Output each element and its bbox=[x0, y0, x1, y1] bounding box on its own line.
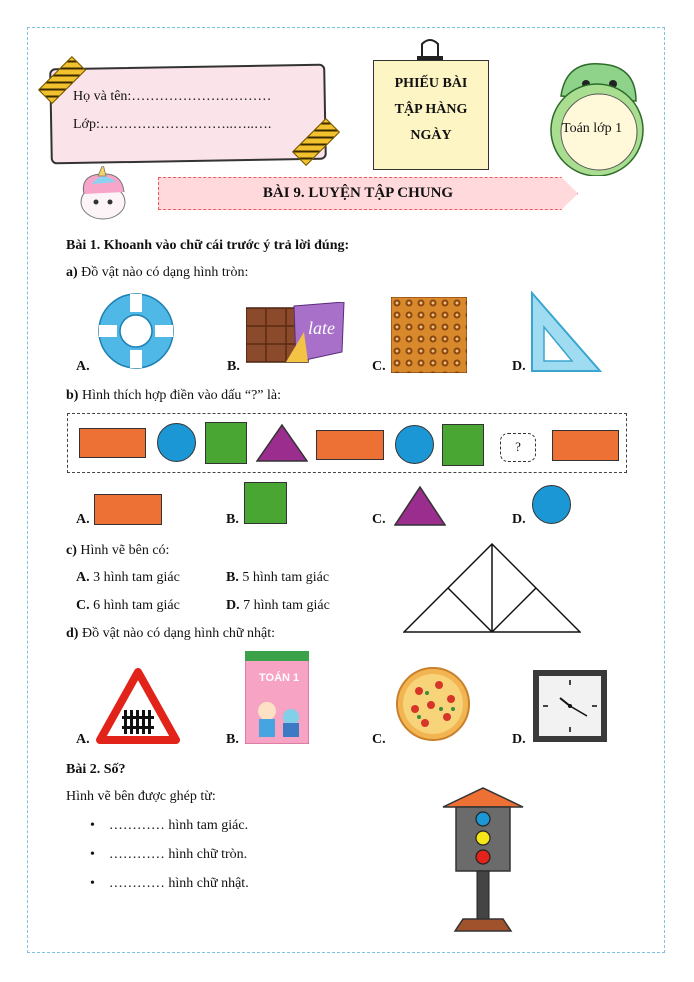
count-item[interactable] bbox=[90, 847, 247, 863]
daily-worksheet-note bbox=[373, 60, 489, 170]
question-d-text: Đồ vật nào có dạng hình chữ nhật: bbox=[81, 626, 275, 641]
option-b-label[interactable]: B. bbox=[226, 512, 239, 527]
option-b-label[interactable]: B. bbox=[226, 732, 239, 747]
option-c[interactable] bbox=[76, 598, 180, 614]
option-a-text: 3 hình tam giác bbox=[93, 570, 180, 585]
lesson-title: BÀI 9. LUYỆN TẬP CHUNG bbox=[262, 185, 454, 201]
student-class-field[interactable]: Lớp:………………………..…..…. bbox=[73, 117, 272, 132]
traffic-light-figure bbox=[441, 787, 525, 933]
option-b-letter: B. bbox=[226, 570, 239, 585]
railway-warning-sign-image[interactable] bbox=[96, 668, 180, 744]
question-c-label: c) bbox=[66, 543, 77, 558]
option-d-letter: D. bbox=[226, 598, 240, 613]
question-a bbox=[66, 265, 248, 281]
option-c-label[interactable]: C. bbox=[372, 512, 386, 527]
bullet-icon: • bbox=[90, 847, 95, 862]
count-item[interactable] bbox=[90, 876, 249, 892]
math-textbook-image[interactable] bbox=[245, 651, 309, 744]
sequence-triangle bbox=[256, 424, 308, 462]
swim-ring-image[interactable] bbox=[97, 292, 175, 370]
question-b-label: b) bbox=[66, 388, 79, 403]
option-d-label[interactable]: D. bbox=[512, 359, 526, 374]
sequence-square bbox=[205, 422, 247, 464]
triangle-count-figure bbox=[403, 542, 581, 634]
set-square-ruler-image[interactable] bbox=[530, 291, 602, 373]
patterned-tile-image[interactable] bbox=[391, 297, 467, 373]
sequence-rectangle bbox=[79, 428, 146, 458]
option-c-letter: C. bbox=[76, 598, 90, 613]
count-item-text: ………… hình chữ tròn. bbox=[108, 847, 248, 862]
bullet-icon: • bbox=[90, 818, 95, 833]
sequence-circle bbox=[395, 425, 434, 464]
exercise-1-title: Bài 1. Khoanh vào chữ cái trước ý trả lời đúng: bbox=[66, 238, 350, 253]
option-c-label[interactable]: C. bbox=[372, 359, 386, 374]
question-b bbox=[66, 388, 281, 404]
option-a-label[interactable]: A. bbox=[76, 732, 90, 747]
question-b-text: Hình thích hợp điền vào dấu “?” là: bbox=[81, 388, 282, 403]
option-d-label[interactable]: D. bbox=[512, 512, 526, 527]
student-name-field[interactable]: Họ và tên:………………………… bbox=[73, 89, 272, 104]
question-d bbox=[66, 626, 275, 642]
missing-shape-placeholder: ? bbox=[500, 433, 536, 462]
unicorn-icon bbox=[72, 166, 134, 222]
count-item[interactable] bbox=[90, 818, 248, 834]
count-item-text: ………… hình tam giác. bbox=[108, 818, 249, 833]
option-c-label[interactable]: C. bbox=[372, 732, 386, 747]
chocolate-wrapper-text: late bbox=[308, 318, 335, 338]
option-a-label[interactable]: A. bbox=[76, 359, 90, 374]
answer-square-shape[interactable] bbox=[244, 482, 287, 524]
textbook-title: TOÁN 1 bbox=[259, 672, 300, 684]
exercise-2-intro: Hình vẽ bên được ghép từ: bbox=[66, 789, 216, 804]
option-d-text: 7 hình tam giác bbox=[243, 598, 330, 613]
sequence-square bbox=[442, 424, 484, 466]
question-c bbox=[66, 543, 169, 559]
note-line: TẬP HÀNG bbox=[394, 102, 468, 117]
answer-circle-shape[interactable] bbox=[532, 485, 571, 524]
chocolate-bar-image[interactable] bbox=[246, 302, 346, 364]
question-c-text: Hình vẽ bên có: bbox=[80, 543, 170, 558]
count-item-text: ………… hình chữ nhật. bbox=[108, 876, 249, 891]
option-b-text: 5 hình tam giác bbox=[242, 570, 330, 585]
bullet-icon: • bbox=[90, 876, 95, 891]
question-a-text: Đồ vật nào có dạng hình tròn: bbox=[81, 265, 249, 280]
option-c-text: 6 hình tam giác bbox=[93, 598, 180, 613]
option-b-label[interactable]: B. bbox=[227, 359, 240, 374]
wall-clock-image[interactable] bbox=[533, 670, 607, 742]
answer-triangle-shape[interactable] bbox=[394, 486, 446, 526]
option-a-label[interactable]: A. bbox=[76, 512, 90, 527]
sequence-circle bbox=[157, 423, 196, 462]
note-line: PHIẾU BÀI bbox=[394, 76, 468, 91]
question-d-label: d) bbox=[66, 626, 79, 641]
option-b[interactable] bbox=[226, 570, 329, 586]
option-a-letter: A. bbox=[76, 570, 90, 585]
pizza-image[interactable] bbox=[395, 665, 471, 743]
answer-rectangle-shape[interactable] bbox=[94, 494, 162, 525]
option-a[interactable] bbox=[76, 570, 180, 586]
student-info-box bbox=[49, 64, 327, 165]
grade-badge-label: Toán lớp 1 bbox=[562, 121, 623, 136]
question-a-label: a) bbox=[66, 265, 78, 280]
sequence-rectangle bbox=[316, 430, 384, 460]
dinosaur-badge-icon bbox=[541, 56, 651, 176]
option-d[interactable] bbox=[226, 598, 330, 614]
option-d-label[interactable]: D. bbox=[512, 732, 526, 747]
note-line: NGÀY bbox=[410, 128, 452, 143]
exercise-2-title: Bài 2. Số? bbox=[66, 762, 126, 777]
sequence-rectangle bbox=[552, 430, 619, 461]
